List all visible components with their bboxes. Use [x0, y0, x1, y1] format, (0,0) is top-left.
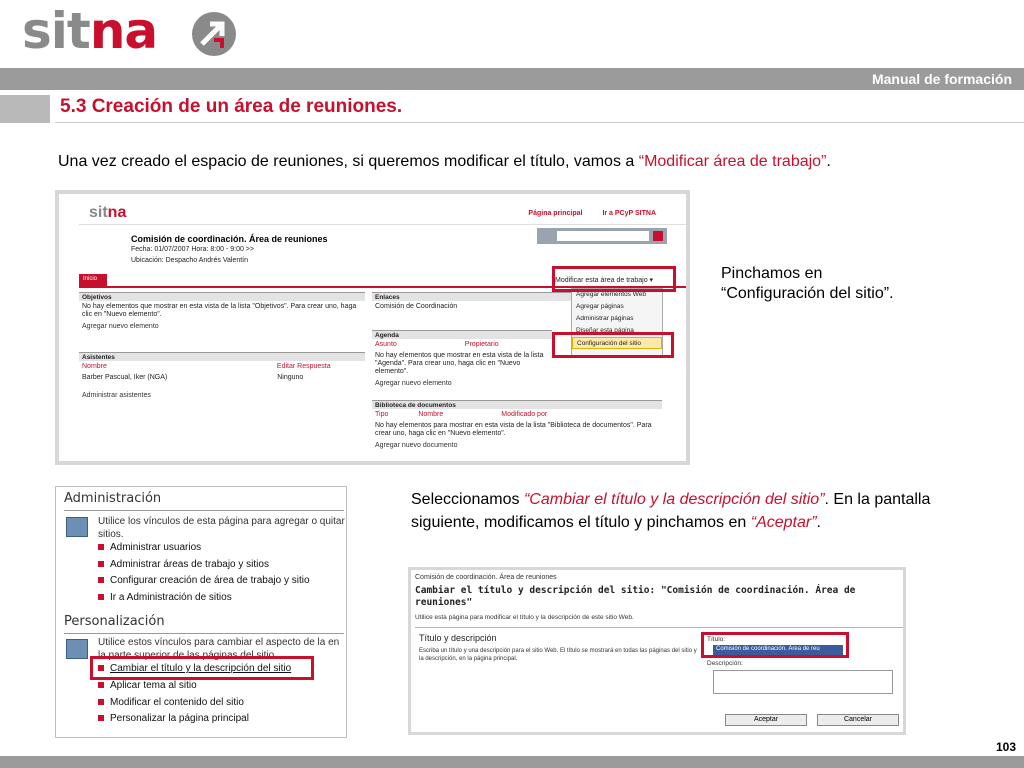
agenda-text: No hay elementos que mostrar en esta vista de la lista "Agenda". Para crear uno, haga clic en "Nuevo elemento".: [375, 352, 544, 375]
objetivos-add-link[interactable]: Agregar nuevo elemento: [82, 323, 159, 330]
select-text: [411, 488, 971, 534]
personalization-divider: [64, 633, 344, 634]
intro-part3: .: [826, 153, 831, 170]
title-accent: [0, 95, 50, 123]
bullet-icon: [98, 682, 104, 688]
asistentes-col-name: Nombre: [82, 363, 107, 370]
title-section-heading: Título y descripción: [419, 633, 497, 643]
footer-bar: [0, 756, 1024, 768]
link-pcyp[interactable]: Ir a PCyP SITNA: [602, 210, 656, 217]
personalization-icon: [66, 639, 88, 659]
admin-item-workspaces[interactable]: [98, 559, 269, 570]
objetivos-text: No hay elementos que mostrar en esta vista de la lista "Objetivos". Para crear uno, haga clic en "Nuevo elemento".: [82, 303, 357, 318]
form-description: Utilice esta página para modificar el título y la descripción de este sitio Web.: [415, 614, 634, 621]
objetivos-title: Objetivos: [79, 292, 365, 301]
meeting-location: Ubicación: Despacho Andrés Valentín: [131, 257, 248, 264]
description-label: Descripción:: [707, 660, 743, 667]
meeting-date: Fecha: 01/07/2007 Hora: 8:00 - 9:00 >>: [131, 246, 254, 253]
admin-item-users[interactable]: [98, 542, 201, 553]
biblioteca-col-name: Nombre: [418, 411, 444, 418]
agenda-columns: [372, 339, 552, 350]
menu-manage-pages[interactable]: Administrar páginas: [576, 315, 634, 322]
asistentes-columns: [79, 361, 365, 372]
bullet-icon: [98, 577, 104, 583]
pers-item-content[interactable]: [98, 697, 244, 708]
menu-site-settings[interactable]: Configuración del sitio: [572, 337, 662, 349]
webpart-asistentes: [79, 352, 365, 401]
search-input[interactable]: [557, 231, 649, 241]
pers-item-theme[interactable]: [98, 680, 197, 691]
cancel-button[interactable]: Cancelar: [817, 714, 899, 726]
admin-item-site-admin[interactable]: [98, 592, 232, 603]
search-go-icon[interactable]: [653, 231, 663, 241]
breadcrumb[interactable]: Comisión de coordinación. Área de reuniones: [415, 574, 557, 581]
admin-section-title: Administración: [64, 491, 162, 506]
intro-text: [58, 153, 831, 171]
asistentes-row: [79, 372, 365, 384]
menu-design-page[interactable]: Diseñar esta página: [576, 327, 634, 334]
biblioteca-add-link[interactable]: Agregar nuevo documento: [375, 442, 458, 449]
menu-add-pages[interactable]: Agregar páginas: [576, 303, 624, 310]
select-part5: .: [816, 514, 821, 531]
title-divider: [55, 122, 1024, 123]
admin-item-config[interactable]: [98, 575, 310, 586]
accept-button[interactable]: Aceptar: [725, 714, 807, 726]
asistentes-col-response: Editar Respuesta: [276, 363, 331, 370]
bullet-icon: [98, 699, 104, 705]
highlight-site-settings: [552, 332, 674, 358]
asistentes-title: Asistentes: [79, 352, 365, 361]
highlight-workspace-action: [552, 266, 676, 292]
pers-item-content-label: Modificar el contenido del sitio: [110, 697, 244, 708]
site-title: Comisión de coordinación. Área de reuniones: [131, 234, 328, 244]
select-part3: . En la pantalla siguiente, modificamos el título y pinchamos en: [411, 491, 931, 531]
pinch-line1: Pinchamos en: [721, 265, 823, 282]
attendee-name[interactable]: Barber Pascual, Iker (NGA): [82, 374, 168, 381]
manual-label: Manual de formación: [871, 71, 1012, 87]
biblioteca-title: Biblioteca de documentos: [372, 400, 662, 409]
webpart-objetivos: [79, 292, 365, 332]
webpart-biblioteca: [372, 400, 662, 451]
attendee-response: Ninguno: [277, 374, 304, 381]
page-title: 5.3 Creación de un área de reuniones.: [60, 96, 403, 117]
description-textarea[interactable]: [713, 670, 893, 694]
mini-logo-a: sit: [89, 204, 108, 221]
screenshot-site-settings: [55, 486, 347, 738]
logo-wordmark: [22, 2, 157, 60]
agenda-col-subject: Asunto: [375, 341, 397, 348]
header-divider: [79, 224, 690, 225]
bullet-icon: [98, 594, 104, 600]
admin-item-users-label: Administrar usuarios: [110, 542, 202, 553]
personalization-description: Utilice estos vínculos para cambiar el aspecto de la en la parte superior de las páginas del sitio.: [98, 637, 340, 661]
enlaces-title: Enlaces: [372, 292, 662, 301]
admin-item-site-admin-label: Ir a Administración de sitios: [110, 592, 232, 603]
tab-inicio[interactable]: Inicio: [79, 274, 107, 286]
title-label: Título:: [707, 636, 726, 643]
pinch-line2: “Configuración del sitio”.: [721, 285, 894, 302]
intro-part1: Una vez creado el espacio de reuniones, si queremos modificar el título, vamos a: [58, 153, 639, 170]
enlaces-item[interactable]: Comisión de Coordinación: [375, 303, 458, 310]
pers-item-theme-label: Aplicar tema al sitio: [110, 680, 197, 691]
biblioteca-columns: [372, 409, 662, 420]
agenda-add-link[interactable]: Agregar nuevo elemento: [375, 380, 452, 387]
mini-logo-b: na: [107, 204, 127, 221]
biblioteca-text: No hay elementos para mostrar en esta vista de la lista "Biblioteca de documentos". Para crear uno, haga clic en "Nuevo elemento".: [375, 422, 652, 437]
select-highlight2: “Aceptar”: [750, 514, 817, 531]
highlight-change-title: [90, 656, 314, 680]
admin-item-config-label: Configurar creación de área de trabajo y sitio: [110, 575, 310, 586]
pers-item-title-label: Cambiar el título y la descripción del sitio: [110, 663, 292, 674]
pers-item-homepage[interactable]: [98, 713, 249, 724]
admin-description: Utilice los vínculos de esta página para agregar o quitar sitios.: [98, 516, 345, 540]
logo-arrows-icon: [192, 12, 236, 56]
select-part1: Seleccionamos: [411, 491, 524, 508]
top-links: [510, 210, 656, 217]
bullet-icon: [98, 544, 104, 550]
agenda-title: Agenda: [372, 330, 552, 339]
agenda-col-owner: Propietario: [464, 341, 499, 348]
link-home[interactable]: Página principal: [528, 210, 583, 217]
admin-divider: [64, 510, 344, 511]
highlight-title-input: [701, 632, 849, 658]
menu-add-webparts[interactable]: Agregar elementos Web: [576, 291, 646, 298]
title-section-description: Escriba un título y una descripción para el sitio Web. El título se mostrará en todas las páginas del sitio y la descripción, en la página principal.: [419, 648, 697, 662]
bullet-icon: [98, 561, 104, 567]
intro-highlight: “Modificar área de trabajo”: [638, 153, 827, 170]
page-number: 103: [995, 740, 1016, 754]
bullet-icon: [98, 715, 104, 721]
modify-workspace-dropdown[interactable]: Modificar esta área de trabajo ▾: [555, 277, 654, 284]
form-heading: Cambiar el título y descripción del sitio: "Comisión de coordinación. Área de reuniones": [415, 585, 856, 608]
admin-item-workspaces-label: Administrar áreas de trabajo y sitios: [110, 559, 269, 570]
pinch-text: [721, 264, 894, 304]
logo-text-b: na: [89, 2, 158, 60]
header-bar: [0, 68, 1024, 90]
personalization-section-title: Personalización: [64, 614, 165, 629]
screenshot-change-title: [408, 567, 906, 735]
select-highlight1: “Cambiar el título y la descripción del sitio”: [523, 491, 825, 508]
form-divider: [415, 627, 903, 628]
webpart-agenda: [372, 330, 552, 389]
admin-icon: [66, 517, 88, 537]
title-input[interactable]: Comisión de coordinación. Área de reu: [713, 645, 843, 655]
biblioteca-col-modified: Modificado por: [501, 411, 548, 418]
sitna-logo: [22, 2, 242, 60]
logo-text-a: sit: [22, 2, 90, 60]
biblioteca-col-type: Tipo: [375, 411, 389, 418]
manage-attendees-link[interactable]: Administrar asistentes: [82, 392, 151, 399]
search-box: [537, 228, 667, 244]
screenshot-meeting-site: [55, 190, 690, 465]
pers-item-homepage-label: Personalizar la página principal: [110, 713, 249, 724]
mini-logo: [89, 204, 126, 222]
